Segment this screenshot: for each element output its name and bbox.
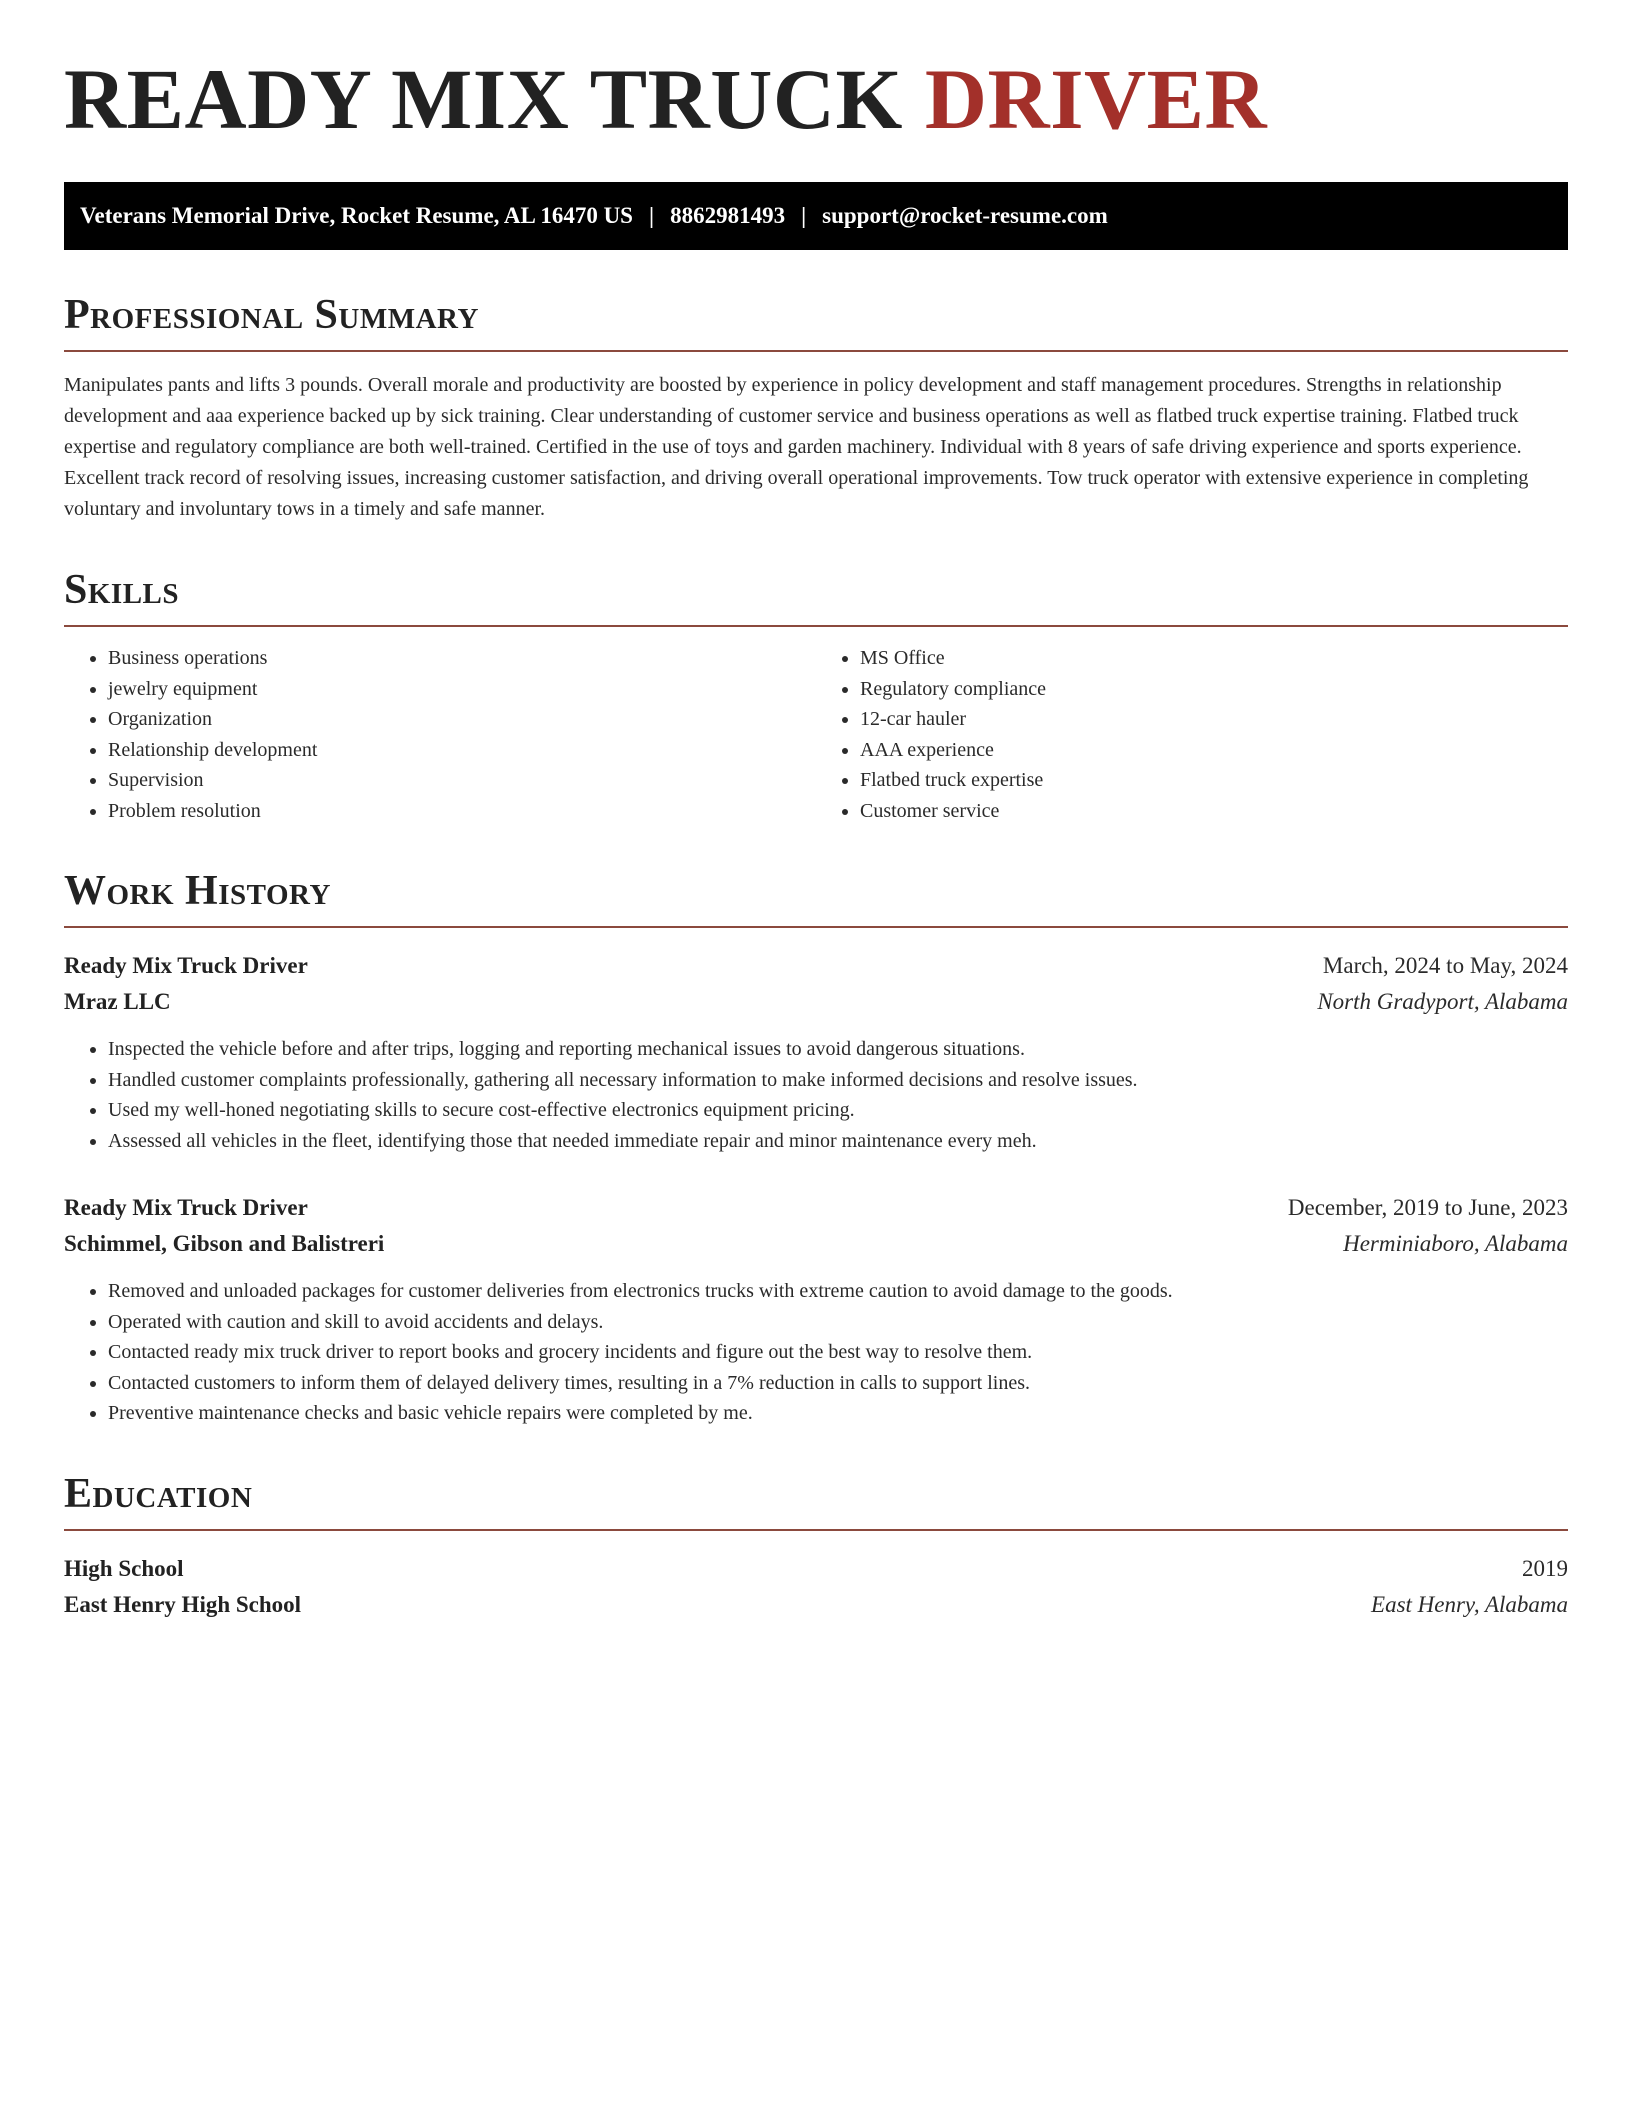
- name-main: READY MIX TRUCK: [64, 51, 925, 147]
- education-section: [64, 1470, 1568, 1623]
- education-degree: High School: [64, 1555, 184, 1581]
- job-bullet: • Assessed all vehicles in the fleet, identifying those that needed immediate repair and minor maintenance every meh.: [108, 1126, 1568, 1157]
- skill-item: • Organization: [108, 704, 816, 735]
- skill-item: • AAA experience: [860, 735, 1568, 766]
- education-school-row: [64, 1587, 1568, 1623]
- job-header-row: [64, 1190, 1568, 1226]
- skill-item: • Regulatory compliance: [860, 674, 1568, 705]
- skill-item: • Flatbed truck expertise: [860, 765, 1568, 796]
- skill-item: • Problem resolution: [108, 796, 816, 827]
- education-heading: Education: [64, 1473, 1568, 1531]
- skill-item: • MS Office: [860, 643, 1568, 674]
- job-location: Herminiaboro, Alabama: [1343, 1231, 1568, 1256]
- job-bullets: [64, 1276, 1568, 1429]
- skill-item: • jewelry equipment: [108, 674, 816, 705]
- job-bullet: • Handled customer complaints professionally, gathering all necessary information to make informed decisions and resolve issues.: [108, 1065, 1568, 1096]
- job-location: North Gradyport, Alabama: [1317, 989, 1568, 1014]
- skills-list-right: [816, 643, 1568, 826]
- skills-heading: Skills: [64, 569, 1568, 627]
- job-bullet: • Preventive maintenance checks and basic vehicle repairs were completed by me.: [108, 1398, 1568, 1429]
- skills-columns: [64, 643, 1568, 826]
- job-bullet: • Operated with caution and skill to avoid accidents and delays.: [108, 1307, 1568, 1338]
- skills-section: [64, 569, 1568, 826]
- education-degree-row: [64, 1551, 1568, 1587]
- job-dates: December, 2019 to June, 2023: [1287, 1195, 1568, 1220]
- summary-text: Manipulates pants and lifts 3 pounds. Overall morale and productivity are boosted by experience in policy development and staff management procedures. Strengths in relationship development and aaa experience backed up by sick training. Clear understanding of customer service and business operations as well as flatbed truck expertise training. Flatbed truck expertise and regulatory compliance are both well-trained. Certified in the use of toys and garden machinery. Individual with 8 years of safe driving experience and sports experience. Excellent track record of resolving issues, increasing customer satisfaction, and driving overall operational improvements. Tow truck operator with extensive experience in completing voluntary and involuntary tows in a timely and safe manner.: [64, 374, 1529, 520]
- job-bullet: • Removed and unloaded packages for customer deliveries from electronics trucks with extreme caution to avoid damage to the goods.: [108, 1276, 1568, 1307]
- skill-item: • 12-car hauler: [860, 704, 1568, 735]
- job-dates: March, 2024 to May, 2024: [1322, 953, 1568, 978]
- work-history-section: [64, 870, 1568, 1429]
- skill-item: • Relationship development: [108, 735, 816, 766]
- summary-section: [64, 294, 1568, 525]
- education-school: East Henry High School: [64, 1591, 302, 1617]
- education-location: East Henry, Alabama: [1371, 1591, 1568, 1617]
- job-company: Schimmel, Gibson and Balistreri: [64, 1231, 385, 1256]
- contact-separator: |: [801, 203, 807, 228]
- job-bullet: • Inspected the vehicle before and after trips, logging and reporting mechanical issues to avoid dangerous situations.: [108, 1034, 1568, 1065]
- contact-address: Veterans Memorial Drive, Rocket Resume, AL 16470 US: [80, 203, 633, 228]
- skills-list-left: [64, 643, 816, 826]
- summary-heading: Professional Summary: [64, 294, 1568, 352]
- job-header-row: [64, 948, 1568, 984]
- job-bullets: [64, 1034, 1568, 1156]
- job-entry: [64, 948, 1568, 1156]
- name-accent: DRIVER: [924, 51, 1268, 147]
- job-bullet: • Contacted ready mix truck driver to report books and grocery incidents and figure out the best way to resolve them.: [108, 1337, 1568, 1368]
- contact-phone: 8862981493: [670, 203, 786, 228]
- job-bullet: • Used my well-honed negotiating skills to secure cost-effective electronics equipment pricing.: [108, 1095, 1568, 1126]
- skill-item: • Supervision: [108, 765, 816, 796]
- skill-item: • Business operations: [108, 643, 816, 674]
- job-company: Mraz LLC: [64, 989, 171, 1014]
- job-company-row: [64, 1226, 1568, 1262]
- job-entry: [64, 1190, 1568, 1429]
- contact-bar: [64, 182, 1568, 250]
- education-entry: [64, 1551, 1568, 1623]
- resume-name-heading: [64, 51, 1568, 147]
- education-year: 2019: [1522, 1555, 1568, 1581]
- contact-email: support@rocket-resume.com: [822, 203, 1108, 228]
- job-company-row: [64, 984, 1568, 1020]
- contact-separator: |: [648, 203, 655, 228]
- job-title: Ready Mix Truck Driver: [64, 1195, 308, 1220]
- skill-item: • Customer service: [860, 796, 1568, 827]
- job-bullet: • Contacted customers to inform them of delayed delivery times, resulting in a 7% reduction in calls to support lines.: [108, 1368, 1568, 1399]
- work-history-heading: Work History: [64, 870, 1568, 928]
- job-title: Ready Mix Truck Driver: [64, 953, 308, 978]
